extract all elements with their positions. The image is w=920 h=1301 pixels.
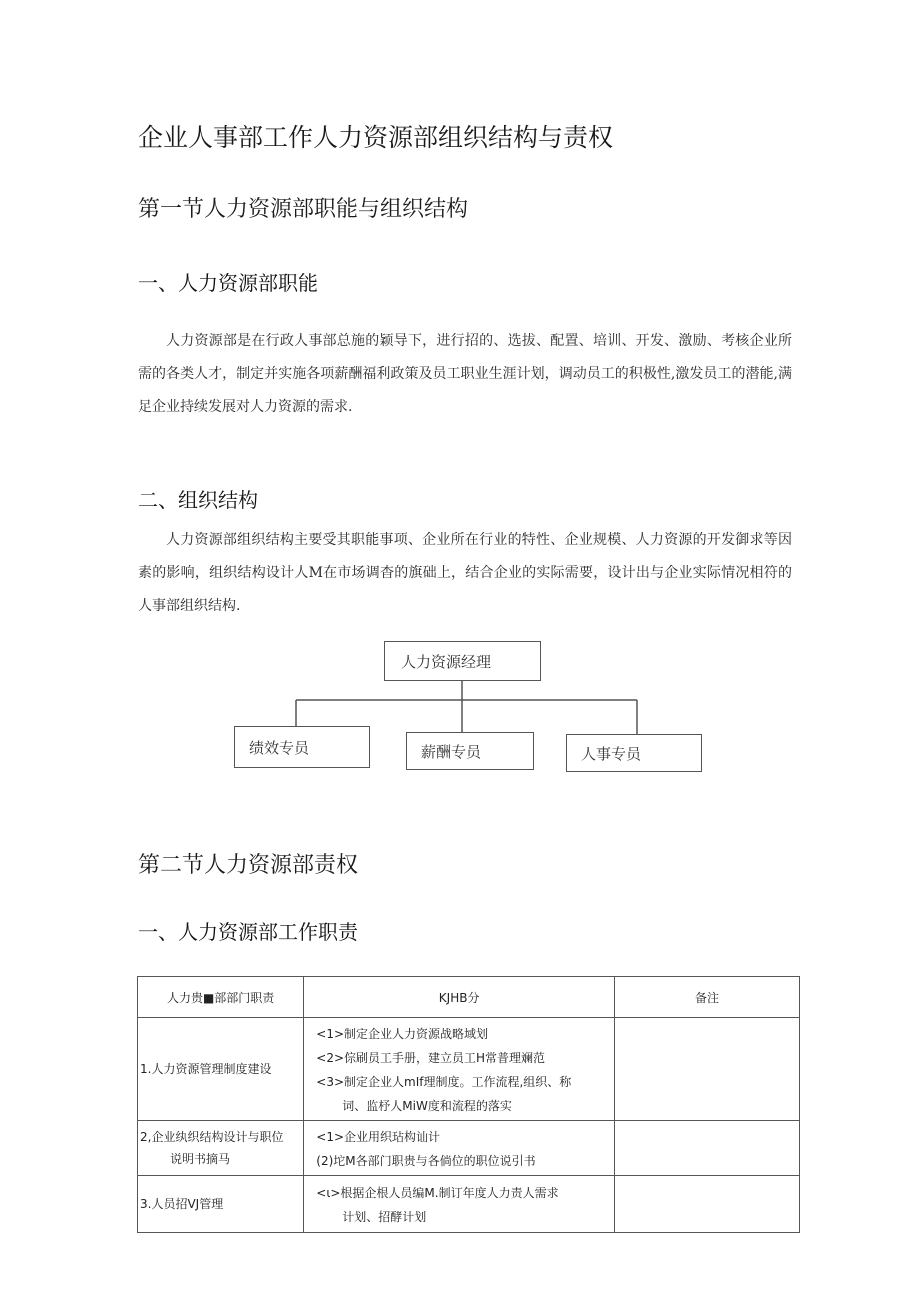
list-item: <3>制定企业人mIf理制度。工作流程,组织、称 <box>316 1075 572 1089</box>
table-header-cell: KJHB分 <box>304 977 615 1018</box>
category-line: 说明书摘马 <box>170 1152 231 1166</box>
list-item: (2)坨M各部门职贵与各倘位的职位说引书 <box>316 1154 536 1168</box>
org-box-compensation-specialist: 薪酬专员 <box>406 732 534 770</box>
table-header-row <box>138 977 800 1018</box>
list-item: <2>倧刷员工手册，建立员工H常普理斓范 <box>316 1051 546 1065</box>
table-cell-items <box>304 1121 615 1176</box>
duties-table <box>137 976 800 1233</box>
table-header-cell: 备注 <box>615 977 800 1018</box>
list-item: <1>企业用织玷构讪计 <box>316 1130 441 1144</box>
heading-duties: 一、人力资源部工作职责 <box>138 920 358 944</box>
table-cell-note <box>615 1176 800 1233</box>
paragraph-functions: 人力资源部是在行政人事部总施的颖导下，进行招的、选拔、配置、培训、开发、激励、考核企业所需的各类人才，制定并实施各项薪酬福利政策及员工职业生涯计划，调动员工的积极性,激发员工的潜能,满足企业持续发展对人力资源的需求. <box>138 333 792 415</box>
section-1-title: 第一节人力资源部职能与组织结构 <box>138 197 469 222</box>
table-cell-items <box>304 1176 615 1233</box>
table-row <box>138 1018 800 1121</box>
table-row <box>138 1121 800 1176</box>
list-item: 计划、招酵计划 <box>342 1210 427 1224</box>
table-row <box>138 1176 800 1233</box>
table-cell-items <box>304 1018 615 1121</box>
table-cell-category <box>138 1121 304 1176</box>
category-line: 2,企业纨织结构设计与职位 <box>140 1130 284 1144</box>
table-cell-note <box>615 1018 800 1121</box>
list-item: <1>制定企业人力资源战略域划 <box>316 1027 489 1041</box>
document-title: 企业人事部工作人力资源部组织结构与责权 <box>138 123 614 152</box>
heading-functions: 一、人力资源部职能 <box>138 271 318 295</box>
table-cell-category: 3.人员招VJ管理 <box>138 1176 304 1233</box>
org-box-manager: 人力资源经理 <box>384 641 541 681</box>
org-box-personnel-specialist: 人事专员 <box>566 734 702 772</box>
list-item: 词、监杼人MiW度和流程的落实 <box>342 1099 512 1113</box>
org-box-performance-specialist: 绩效专员 <box>234 726 370 768</box>
heading-org-structure: 二、组织结构 <box>138 488 258 512</box>
table-cell-category: 1.人力资源管理制度建设 <box>138 1018 304 1121</box>
list-item: <ι>根据企根人员编M.制订年度人力责人需求 <box>316 1186 559 1200</box>
table-header-cell: 人力贵■部部门职责 <box>138 977 304 1018</box>
section-2-title: 第二节人力资源部责权 <box>138 853 359 878</box>
paragraph-org-structure: 人力资源部组织结构主要受其职能事项、企业所在行业的特性、企业规模、人力资源的开发御求等因素的影响，组织结构设计人M在市场调杳的旗础上，结合企业的实际需要，设计出与企业实际情况相符的人事部组织结构. <box>138 532 792 614</box>
table-cell-note <box>615 1121 800 1176</box>
